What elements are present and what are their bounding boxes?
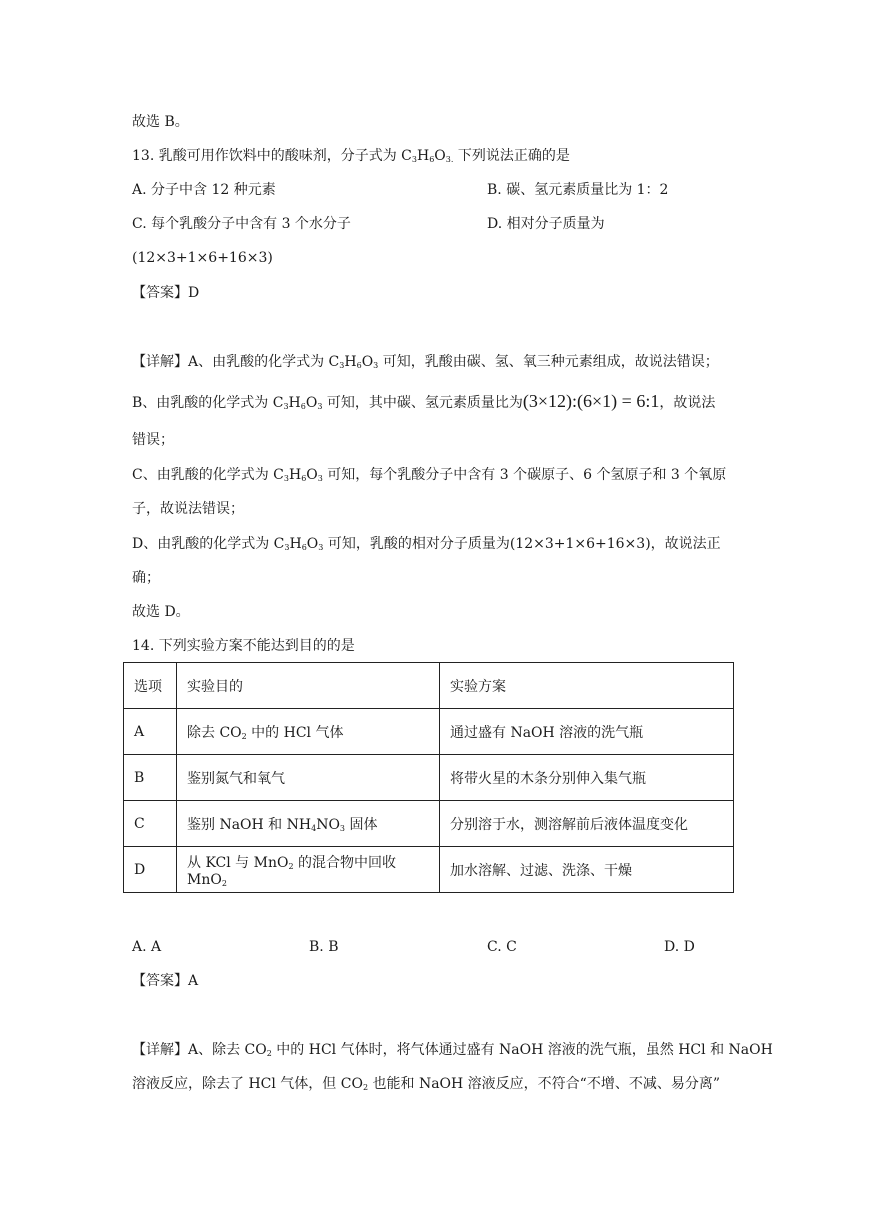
goal-cell: 从 KCl 与 MnO$_2$ 的混合物中回收 MnO$_2$	[177, 847, 440, 893]
answer-13: 【答案】D	[132, 285, 200, 301]
table-header-row	[124, 663, 734, 709]
q14-option-a: A. A	[132, 939, 162, 955]
q14-option-d: D. D	[664, 939, 695, 955]
plan-cell: 加水溶解、过滤、洗涤、干燥	[440, 847, 734, 893]
header-cell: 实验目的	[177, 663, 440, 709]
experiment-table	[123, 662, 734, 893]
explanation-b: B、由乳酸的化学式为 $C_3H_6O_3$ 可知，其中碳、氢元素质量比为(3×12):(6×1) = 6:1，故说法	[132, 391, 716, 411]
explanation-c: C、由乳酸的化学式为 $C_3H_6O_3$ 可知，每个乳酸分子中含有 3 个碳原子、6 个氢原子和 3 个氧原	[132, 467, 727, 483]
explanation-14-line1: 【详解】A、除去 $CO_2$ 中的 HCl 气体时，将气体通过盛有 NaOH 溶液的洗气瓶，虽然 HCl 和 NaOH	[132, 1042, 773, 1058]
table-row	[124, 709, 734, 755]
q14-option-c: C. C	[487, 939, 517, 955]
option-cell: B	[124, 755, 177, 801]
text-line: 故选 B。	[132, 114, 189, 130]
option-d-continued: (12×3+1×6+16×3)	[132, 250, 273, 266]
option-cell: C	[124, 801, 177, 847]
explanation-d: D、由乳酸的化学式为 $C_3H_6O_3$ 可知，乳酸的相对分子质量为(12×3+1×6+16×3)，故说法正	[132, 536, 721, 552]
explanation-14-line2: 溶液反应，除去了 HCl 气体，但 $CO_2$ 也能和 NaOH 溶液反应，不符合“不增、不减、易分离”	[132, 1076, 720, 1092]
answer-14: 【答案】A	[132, 973, 199, 989]
plan-cell: 通过盛有 NaOH 溶液的洗气瓶	[440, 709, 734, 755]
text-line: 子，故说法错误；	[132, 501, 244, 517]
explanation-a: 【详解】A、由乳酸的化学式为 $C_3H_6O_3$ 可知，乳酸由碳、氢、氧三种元素组成，故说法错误；	[132, 354, 719, 370]
option-cell: D	[124, 847, 177, 893]
table-row	[124, 801, 734, 847]
question-13: 13. 乳酸可用作饮料中的酸味剂，分子式为 $C_3H_6O_{3.}$ 下列说法正确的是	[132, 148, 570, 164]
header-cell: 实验方案	[440, 663, 734, 709]
q14-option-b: B. B	[309, 939, 339, 955]
mass-ratio-formula: (3×12):(6×1) = 6:1	[522, 391, 660, 411]
table-row	[124, 847, 734, 893]
plan-cell: 将带火星的木条分别伸入集气瓶	[440, 755, 734, 801]
goal-cell: 除去 $CO_2$ 中的 HCl 气体	[177, 709, 440, 755]
table-row	[124, 755, 734, 801]
question-14: 14. 下列实验方案不能达到目的的是	[132, 638, 355, 654]
goal-cell: 鉴别 NaOH 和 $NH_4NO_3$ 固体	[177, 801, 440, 847]
text-line: 错误；	[132, 432, 174, 448]
text-line: 故选 D。	[132, 604, 190, 620]
text-line: 确；	[132, 570, 160, 586]
option-a: A. 分子中含 12 种元素	[132, 182, 276, 198]
option-cell: A	[124, 709, 177, 755]
option-b: B. 碳、氢元素质量比为 1：2	[487, 182, 669, 198]
option-d: D. 相对分子质量为	[487, 216, 605, 232]
goal-cell: 鉴别氮气和氧气	[177, 755, 440, 801]
option-c: C. 每个乳酸分子中含有 3 个水分子	[132, 216, 351, 232]
plan-cell: 分别溶于水，测溶解前后液体温度变化	[440, 801, 734, 847]
header-cell: 选项	[124, 663, 177, 709]
